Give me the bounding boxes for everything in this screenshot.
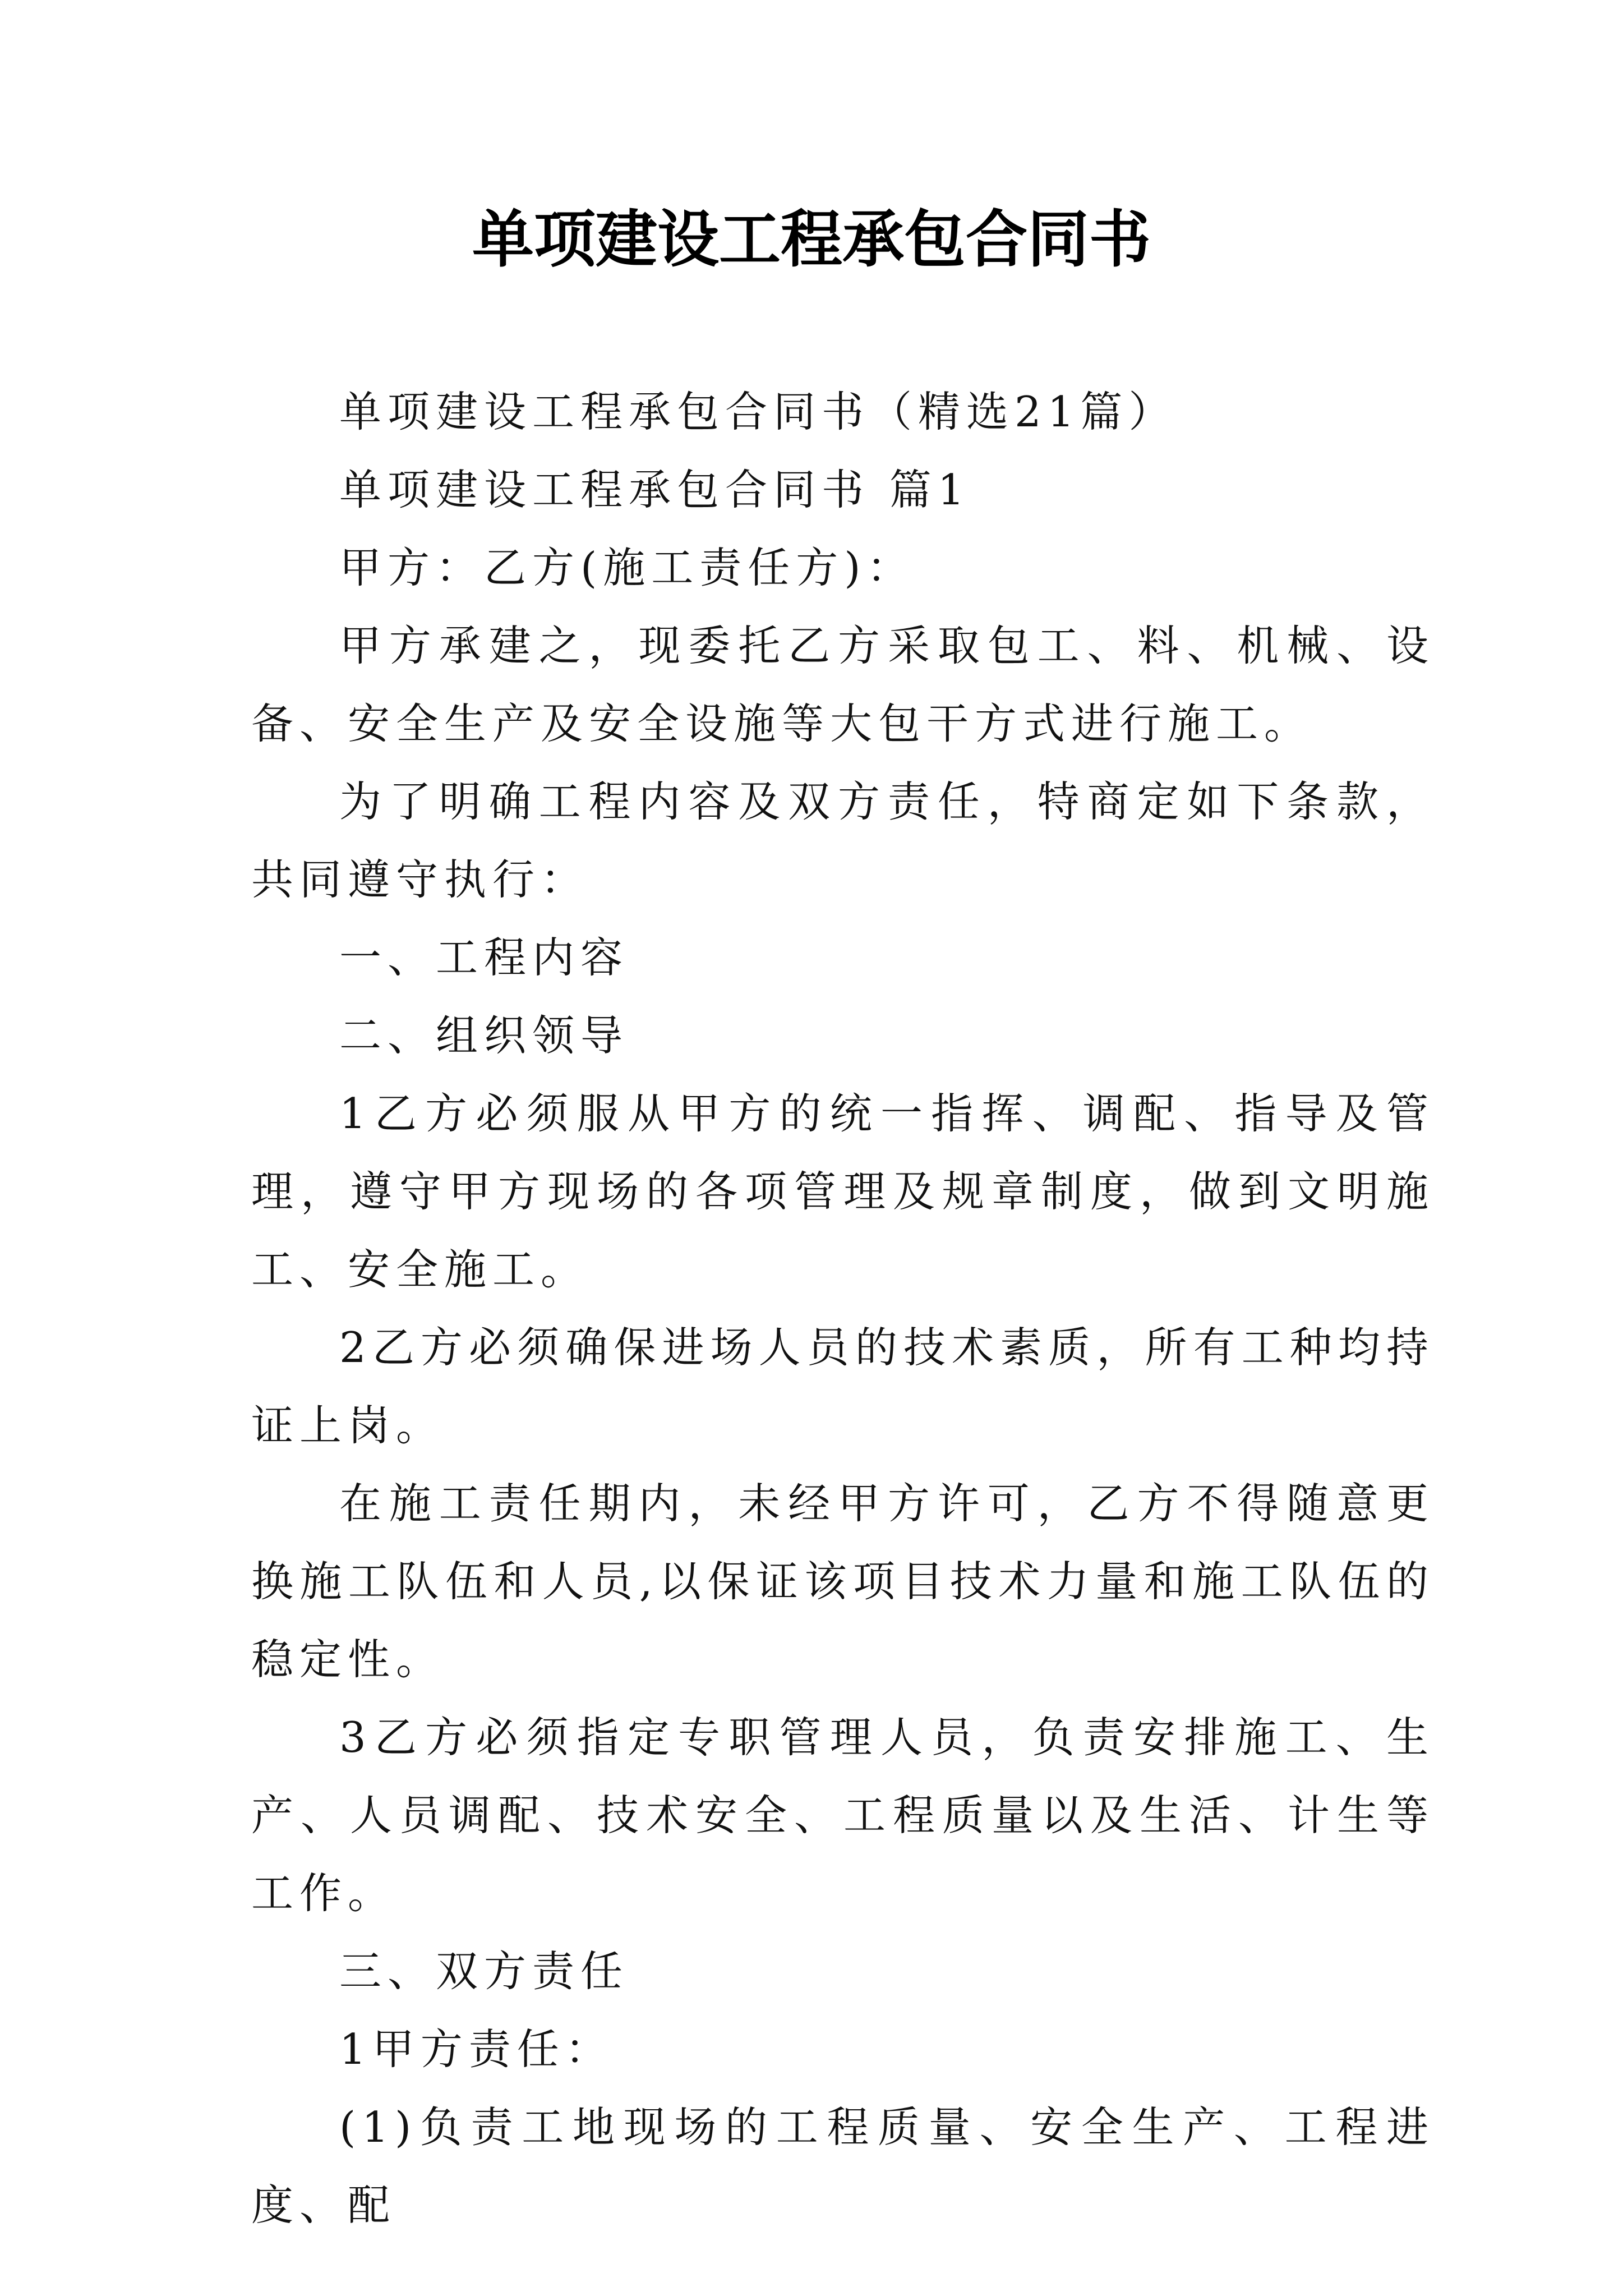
paragraph: 单项建设工程承包合同书（精选21篇） (339, 387, 1177, 436)
paragraph: 3乙方必须指定专职管理人员，负责安排施工、生产、人员调配、技术安全、工程质量以及生活、计生等工作。 (251, 1713, 1435, 1918)
paragraph: 二、组织领导 (339, 1011, 629, 1060)
paragraph: 甲方：乙方(施工责任方)： (339, 543, 915, 592)
paragraph: 1乙方必须服从甲方的统一指挥、调配、指导及管理，遵守甲方现场的各项管理及规章制度，做到文明施工、安全施工。 (251, 1089, 1435, 1294)
paragraph: 2乙方必须确保进场人员的技术素质，所有工种均持证上岗。 (251, 1323, 1435, 1450)
paragraph: 一、工程内容 (339, 933, 629, 982)
paragraph: 1甲方责任： (339, 2024, 614, 2074)
document-body (251, 373, 1435, 2244)
document-title: 单项建设工程承包合同书 (472, 203, 1151, 275)
paragraph: 为了明确工程内容及双方责任，特商定如下条款，共同遵守执行： (251, 777, 1435, 904)
paragraph: 甲方承建之，现委托乙方采取包工、料、机械、设备、安全生产及安全设施等大包干方式进行施工。 (251, 621, 1435, 748)
paragraph: 在施工责任期内，未经甲方许可，乙方不得随意更换施工队伍和人员,以保证该项目技术力量和施工队伍的稳定性。 (251, 1479, 1435, 1684)
paragraph: (1)负责工地现场的工程质量、安全生产、工程进度、配 (251, 2102, 1435, 2230)
paragraph: 三、双方责任 (339, 1947, 629, 1996)
paragraph: 单项建设工程承包合同书 篇1 (339, 465, 971, 514)
